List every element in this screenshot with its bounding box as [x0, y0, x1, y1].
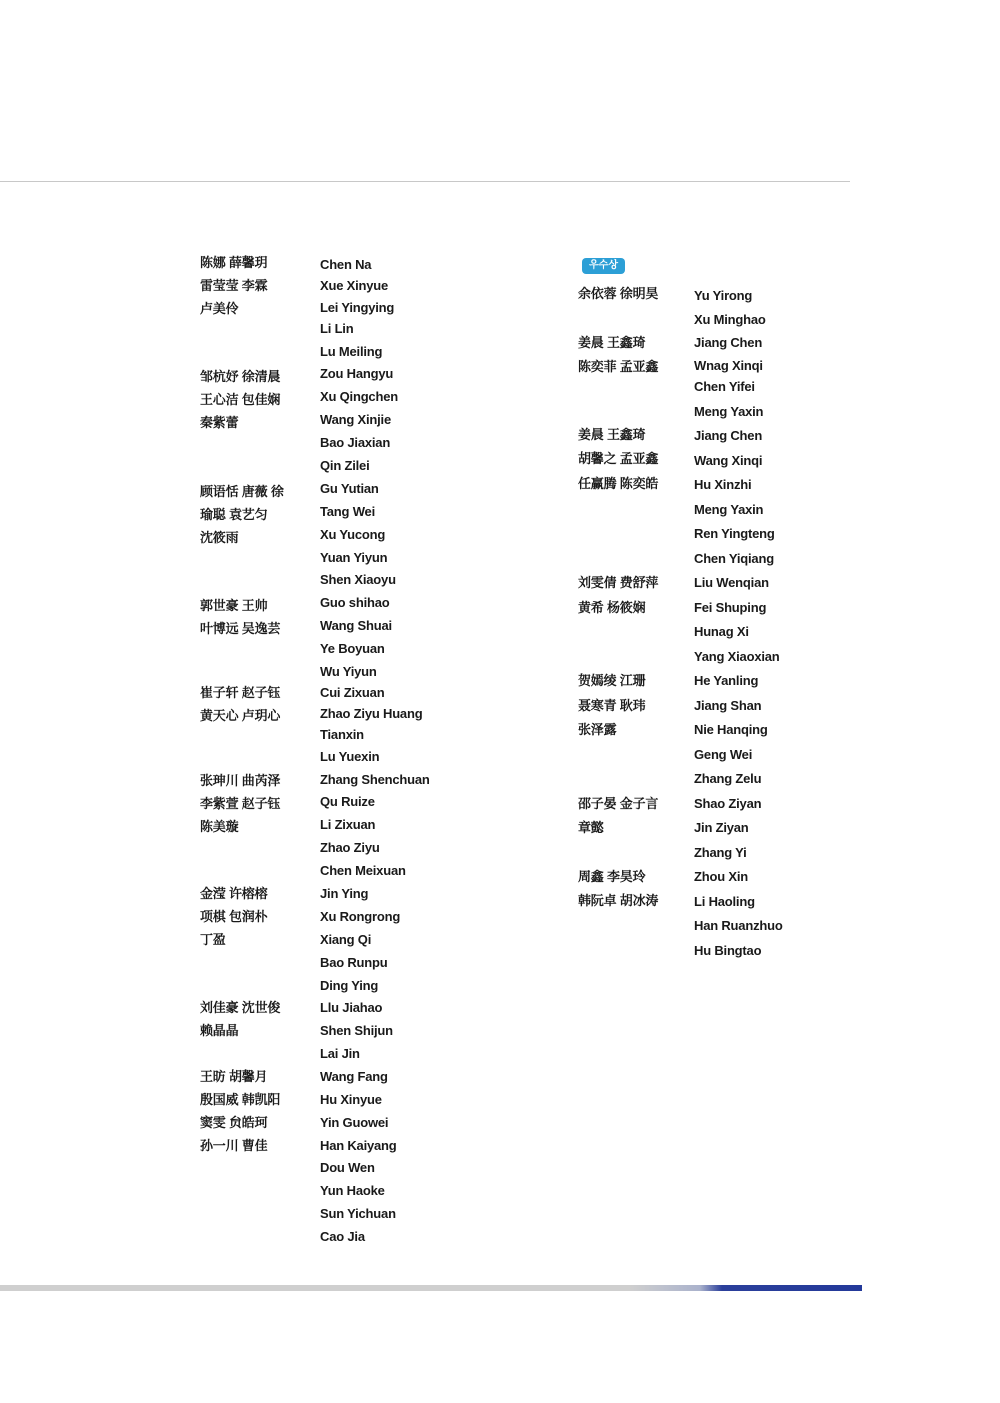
- left-english-entry: Guo shihao: [320, 595, 390, 610]
- right-english-entry: Jiang Chen: [694, 335, 763, 350]
- left-english-entry: Zhao Ziyu Huang: [320, 706, 423, 721]
- award-badge: 우수상: [582, 258, 625, 274]
- right-english-entry: Chen Yiqiang: [694, 551, 774, 566]
- right-english-entry: Han Ruanzhuo: [694, 918, 783, 933]
- left-english-entry: Ding Ying: [320, 978, 379, 993]
- left-english-entry: Lu Meiling: [320, 344, 383, 359]
- right-english-entry: Chen Yifei: [694, 379, 755, 394]
- left-english-entry: Xu Rongrong: [320, 909, 401, 924]
- left-english-entry: Gu Yutian: [320, 481, 379, 496]
- left-chinese-entry: 沈筱雨: [200, 530, 239, 545]
- left-english-entry: Li Lin: [320, 321, 354, 336]
- right-chinese-entry: 姜晨 王鑫琦: [578, 427, 646, 442]
- right-chinese-entry: 韩阮卓 胡冰涛: [578, 893, 659, 908]
- left-chinese-entry: 窦雯 贠皓珂: [200, 1115, 268, 1130]
- left-english-entry: Dou Wen: [320, 1160, 375, 1175]
- left-chinese-entry: 王昉 胡馨月: [200, 1069, 268, 1084]
- left-english-entry: Xu Qingchen: [320, 389, 398, 404]
- right-english-entry: Zhang Zelu: [694, 771, 762, 786]
- left-chinese-entry: 项棋 包润朴: [200, 909, 268, 924]
- right-english-entry: Hu Bingtao: [694, 943, 762, 958]
- left-english-entry: Lei Yingying: [320, 300, 395, 315]
- left-english-entry: Wang Xinjie: [320, 412, 391, 427]
- left-english-entry: Qin Zilei: [320, 458, 370, 473]
- left-english-entry: Qu Ruize: [320, 794, 375, 809]
- right-english-entry: Fei Shuping: [694, 600, 767, 615]
- left-english-entry: Han Kaiyang: [320, 1138, 397, 1153]
- right-english-entry: Shao Ziyan: [694, 796, 762, 811]
- left-english-entry: Cao Jia: [320, 1229, 365, 1244]
- right-chinese-entry: 胡馨之 孟亚鑫: [578, 451, 659, 466]
- bottom-accent-bar: [0, 1285, 862, 1291]
- right-english-entry: Hunag Xi: [694, 624, 749, 639]
- left-english-entry: Xiang Qi: [320, 932, 372, 947]
- right-english-entry: Yang Xiaoxian: [694, 649, 780, 664]
- right-english-entry: Jin Ziyan: [694, 820, 749, 835]
- left-chinese-entry: 丁盈: [200, 932, 226, 947]
- right-english-entry: Jiang Shan: [694, 698, 762, 713]
- left-english-entry: Cui Zixuan: [320, 685, 385, 700]
- left-english-entry: Shen Shijun: [320, 1023, 393, 1038]
- left-english-entry: Tang Wei: [320, 504, 375, 519]
- left-chinese-entry: 张珅川 曲芮泽: [200, 773, 281, 788]
- left-english-entry: Wu Yiyun: [320, 664, 377, 679]
- right-chinese-entry: 余依蓉 徐明昊: [578, 286, 659, 301]
- left-english-entry: Lai Jin: [320, 1046, 360, 1061]
- left-english-entry: Bao Runpu: [320, 955, 388, 970]
- right-chinese-entry: 贺嫣绫 江珊: [578, 673, 646, 688]
- left-english-entry: Zhang Shenchuan: [320, 772, 430, 787]
- left-english-entry: Ye Boyuan: [320, 641, 385, 656]
- left-english-entry: Bao Jiaxian: [320, 435, 391, 450]
- left-english-entry: Wang Shuai: [320, 618, 392, 633]
- left-chinese-entry: 赖晶晶: [200, 1023, 239, 1038]
- right-chinese-entry: 邵子晏 金子言: [578, 796, 659, 811]
- right-english-entry: Hu Xinzhi: [694, 477, 752, 492]
- right-chinese-entry: 周鑫 李昊玲: [578, 869, 646, 884]
- left-english-entry: Tianxin: [320, 727, 364, 742]
- left-english-entry: Hu Xinyue: [320, 1092, 382, 1107]
- left-english-entry: Zou Hangyu: [320, 366, 394, 381]
- right-chinese-entry: 姜晨 王鑫琦: [578, 335, 646, 350]
- right-english-entry: Ren Yingteng: [694, 526, 775, 541]
- right-chinese-entry: 章懿: [578, 820, 604, 835]
- left-english-entry: Yin Guowei: [320, 1115, 389, 1130]
- left-chinese-entry: 雷莹莹 李霖: [200, 278, 268, 293]
- right-chinese-entry: 张泽露: [578, 722, 617, 737]
- left-chinese-entry: 崔子轩 赵子钰: [200, 685, 281, 700]
- left-english-entry: Zhao Ziyu: [320, 840, 380, 855]
- left-chinese-entry: 秦紫蕾: [200, 415, 239, 430]
- left-chinese-entry: 陈娜 薛馨玥: [200, 255, 268, 270]
- top-divider-line: [0, 181, 850, 182]
- left-chinese-entry: 王心洁 包佳娴: [200, 392, 281, 407]
- left-chinese-entry: 孙一川 曹佳: [200, 1138, 268, 1153]
- left-english-entry: Li Zixuan: [320, 817, 376, 832]
- left-english-entry: Llu Jiahao: [320, 1000, 383, 1015]
- right-chinese-entry: 任赢腾 陈奕皓: [578, 476, 659, 491]
- right-english-entry: Zhang Yi: [694, 845, 747, 860]
- left-chinese-entry: 叶博远 吴逸芸: [200, 621, 281, 636]
- right-english-entry: Yu Yirong: [694, 288, 753, 303]
- left-chinese-entry: 顾语恬 唐薇 徐: [200, 484, 284, 499]
- left-chinese-entry: 郭世豪 王帅: [200, 598, 268, 613]
- left-chinese-entry: 刘佳豪 沈世俊: [200, 1000, 281, 1015]
- left-english-entry: Yuan Yiyun: [320, 550, 388, 565]
- right-chinese-entry: 黄希 杨筱娴: [578, 600, 646, 615]
- left-english-entry: Lu Yuexin: [320, 749, 380, 764]
- left-english-entry: Chen Meixuan: [320, 863, 406, 878]
- left-english-entry: Wang Fang: [320, 1069, 388, 1084]
- left-chinese-entry: 陈美璇: [200, 819, 239, 834]
- left-english-entry: Jin Ying: [320, 886, 369, 901]
- right-english-entry: Xu Minghao: [694, 312, 766, 327]
- left-chinese-entry: 邹杭妤 徐清晨: [200, 369, 281, 384]
- left-chinese-entry: 殷国威 韩凯阳: [200, 1092, 281, 1107]
- right-english-entry: Li Haoling: [694, 894, 755, 909]
- right-chinese-entry: 聂寒青 耿玮: [578, 698, 646, 713]
- right-chinese-entry: 刘雯倩 费舒萍: [578, 575, 659, 590]
- left-chinese-entry: 黄天心 卢玥心: [200, 708, 281, 723]
- right-english-entry: Geng Wei: [694, 747, 753, 762]
- left-english-entry: Xue Xinyue: [320, 278, 389, 293]
- right-english-entry: Jiang Chen: [694, 428, 763, 443]
- left-english-entry: Chen Na: [320, 257, 372, 272]
- left-chinese-entry: 李紫萱 赵子钰: [200, 796, 281, 811]
- right-english-entry: Meng Yaxin: [694, 404, 764, 419]
- left-english-entry: Yun Haoke: [320, 1183, 385, 1198]
- right-english-entry: Wnag Xinqi: [694, 358, 763, 373]
- right-english-entry: Liu Wenqian: [694, 575, 769, 590]
- left-chinese-entry: 瑜聪 袁艺匀: [200, 507, 268, 522]
- left-english-entry: Xu Yucong: [320, 527, 386, 542]
- right-english-entry: Nie Hanqing: [694, 722, 768, 737]
- left-english-entry: Sun Yichuan: [320, 1206, 396, 1221]
- right-english-entry: Wang Xinqi: [694, 453, 763, 468]
- right-english-entry: Zhou Xin: [694, 869, 748, 884]
- right-chinese-entry: 陈奕菲 孟亚鑫: [578, 359, 659, 374]
- right-english-entry: Meng Yaxin: [694, 502, 764, 517]
- left-english-entry: Shen Xiaoyu: [320, 572, 396, 587]
- left-chinese-entry: 金滢 许榕榕: [200, 886, 268, 901]
- right-english-entry: He Yanling: [694, 673, 759, 688]
- left-chinese-entry: 卢美伶: [200, 301, 239, 316]
